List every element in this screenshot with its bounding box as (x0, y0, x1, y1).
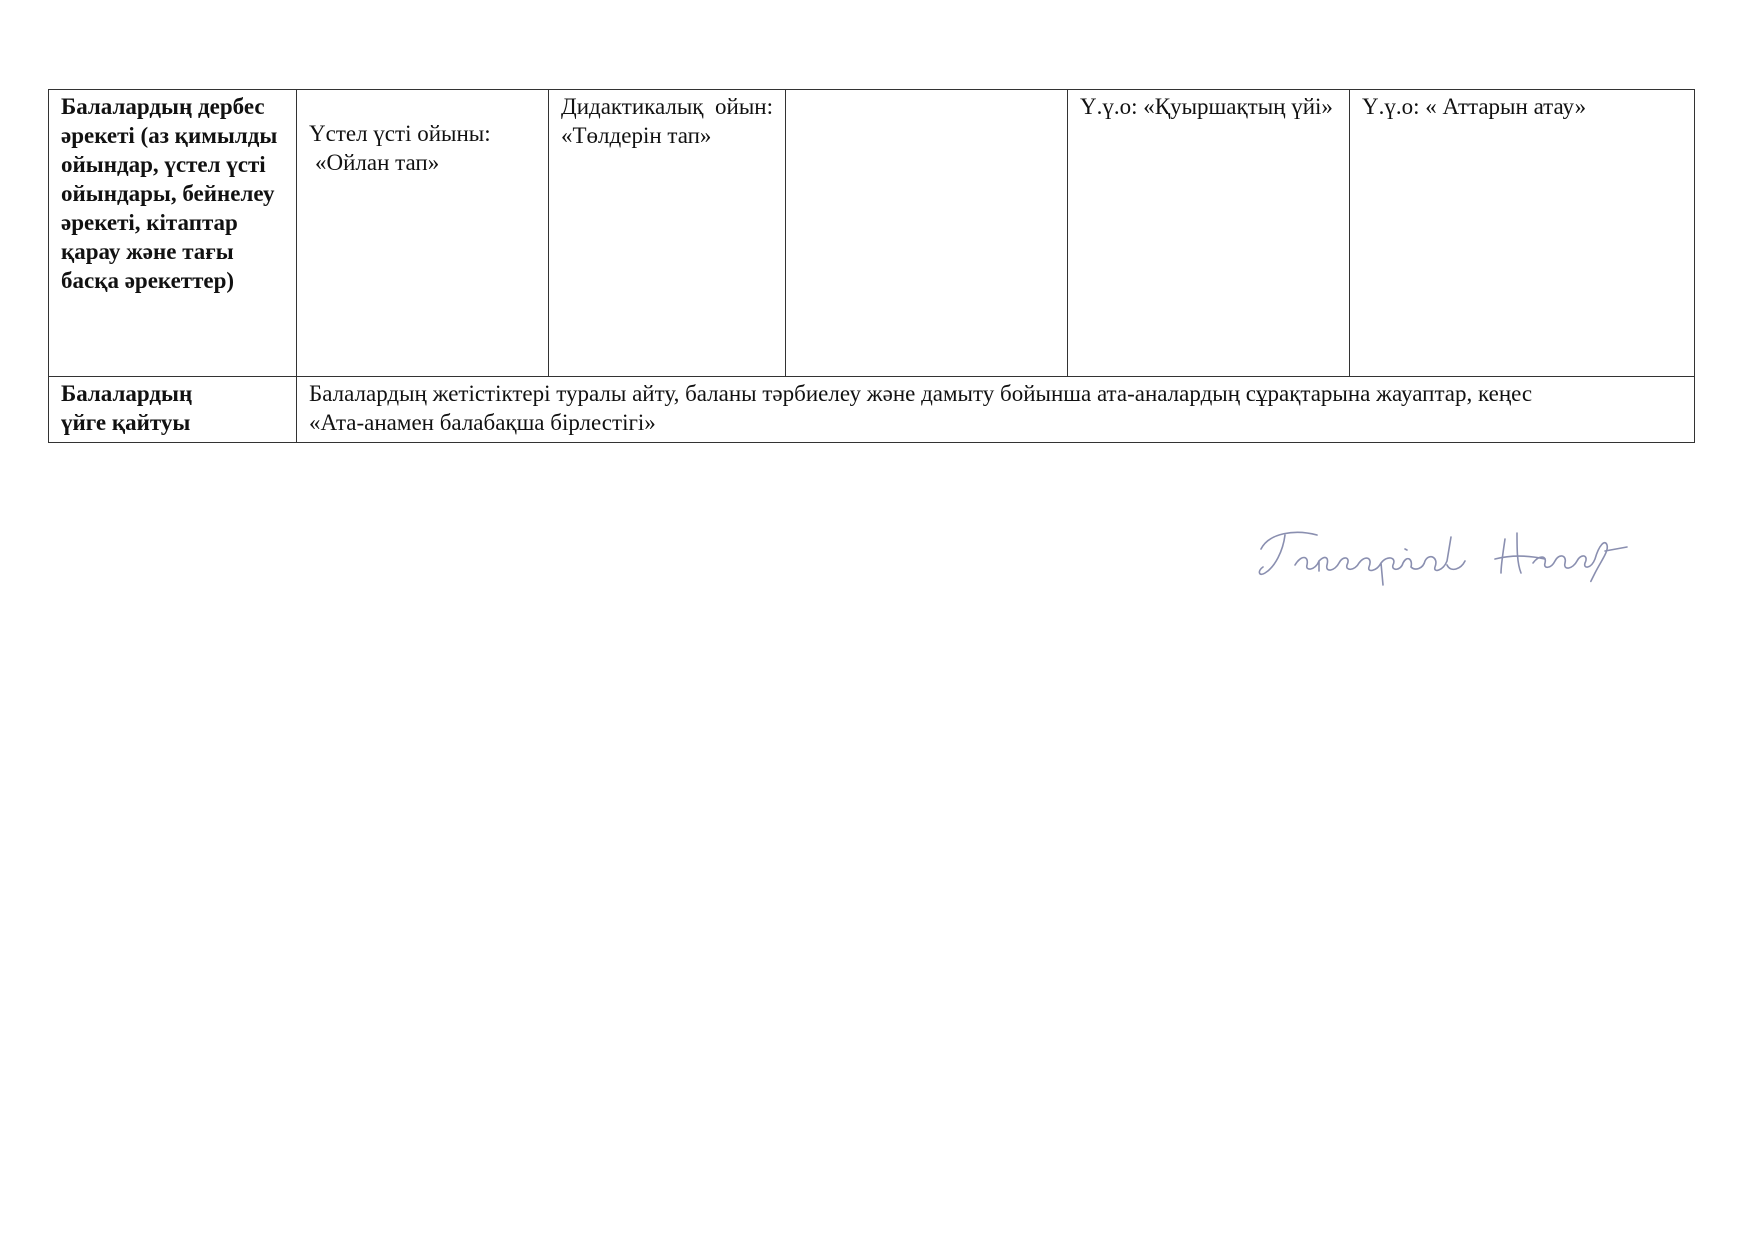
activity-cell-5-text: Ү.ү.о: « Аттарын атау» (1362, 94, 1587, 119)
row-header-text: Балалардың дербес әрекеті (аз қимылды ойындар, үстел үсті ойындары, бейнелеу әрекеті, кітаптар қарау және тағы басқа әрекеттер) (61, 94, 278, 293)
row-header-going-home-line2: үйге қайтуы (61, 410, 191, 435)
row-header-independent-activity (49, 90, 297, 377)
going-home-row (49, 377, 1695, 443)
activity-cell-1-line1: Үстел үсті ойыны: (309, 121, 491, 146)
handwritten-signature (1255, 515, 1675, 595)
independent-activity-row (49, 90, 1695, 377)
activity-cell-3 (786, 90, 1068, 377)
activity-cell-1-line2: «Ойлан тап» (315, 150, 440, 175)
weekly-plan-table (48, 89, 1695, 443)
row-header-going-home (49, 377, 297, 443)
going-home-line1: Балалардың жетістіктері туралы айту, баланы тәрбиелеу және дамыту бойынша ата-аналардың сұрақтарына жауаптар, кеңес (309, 381, 1533, 406)
row-header-going-home-line1: Балалардың (61, 381, 193, 406)
activity-cell-2 (549, 90, 786, 377)
activity-cell-2-text: Дидактикалық ойын: «Төлдерін тап» (561, 94, 773, 148)
activity-cell-4-text: Ү.ү.о: «Қуыршақтың үйі» (1080, 94, 1333, 119)
activity-cell-4 (1068, 90, 1350, 377)
going-home-content (297, 377, 1695, 443)
signature-strokes (1259, 532, 1627, 585)
going-home-line2: «Ата-анамен балабақша бірлестігі» (309, 410, 656, 435)
activity-cell-1 (297, 90, 549, 377)
activity-cell-5 (1350, 90, 1695, 377)
